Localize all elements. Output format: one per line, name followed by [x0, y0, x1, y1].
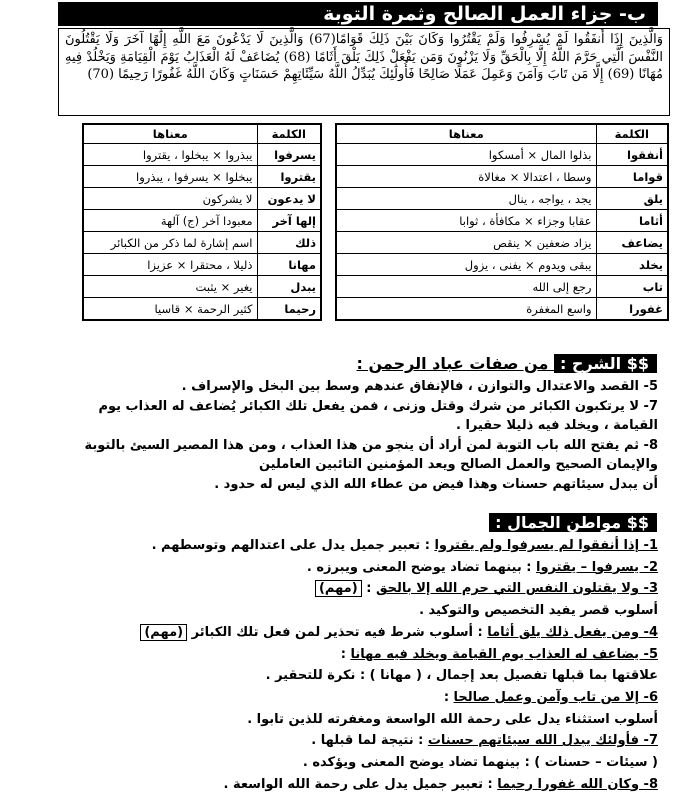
point-comment: : تعبير جميل يدل على اعتدالهم وتوسطهم .	[151, 538, 435, 553]
explanation-subtitle: من صفات عباد الرحمن :	[356, 354, 554, 373]
point-comment: :	[443, 689, 454, 705]
beauty-line	[22, 774, 658, 796]
vocabulary-table-left	[82, 123, 322, 321]
table-row	[83, 210, 321, 232]
table-row	[336, 298, 668, 321]
explanation-line: 7- لا يرتكبون الكبائر من شرك وقتل وزنى ، فمن يفعل تلك الكبائر يُضاعف له العذاب يوم	[98, 398, 658, 414]
vocab-meaning: وسطا ، اعتدالا × مغالاة	[336, 166, 596, 188]
explanation-line: والإيمان الصحيح والعمل الصالح ويعد المؤمنين التائبين العاملين	[258, 457, 658, 472]
explanation-tag: $$ الشرح :	[554, 354, 657, 373]
verse-line: وَالَّذِينَ إِذَا أَنفَقُوا لَمْ يُسْرِفُوا وَلَمْ يَقْتُرُوا وَكَانَ بَيْنَ ذَلِكَ قَوَامًا(67) وَالَّذِينَ لَا يَدْعُونَ مَعَ اللَّهِ إِلَٰهًا آخَرَ	[124, 32, 664, 47]
beauty-line	[22, 665, 658, 687]
table-row	[83, 254, 321, 276]
beauty-line	[22, 557, 658, 579]
vocab-meaning: لا يشركون	[83, 188, 257, 210]
table-row	[83, 276, 321, 298]
vocab-word: غفورا	[596, 298, 668, 321]
vocab-meaning: واسع المغفرة	[336, 298, 596, 321]
point-phrase: 4- ومن يفعل ذلك يلق أثاما	[487, 624, 658, 640]
vocab-word: يضاعف	[596, 232, 668, 254]
vocab-word: رحيما	[257, 298, 321, 321]
vocab-word: يخلد	[596, 254, 668, 276]
vocab-word: تاب	[596, 276, 668, 298]
vocab-word: ذلك	[257, 232, 321, 254]
beauty-heading	[489, 513, 657, 533]
vocab-word: يبدل	[257, 276, 321, 298]
beauty-points	[22, 535, 658, 795]
vocab-meaning: ذليلا ، محتقرا × عزيزا	[83, 254, 257, 276]
header-word: الكلمة	[257, 124, 321, 144]
explanation-line: 8- ثم يفتح الله باب التوبة لمن أراد أن ينجو من هذا العذاب ، ومن هذا المصير السيئ بالتوبة	[84, 437, 658, 453]
beauty-line	[22, 687, 658, 709]
beauty-line	[22, 578, 658, 600]
table-row	[336, 166, 668, 188]
point-phrase: 8- وكان الله غفورا رحيما	[497, 776, 658, 792]
table-row	[83, 232, 321, 254]
vocab-word: يسرفوا	[257, 144, 321, 166]
vocab-word: مهانا	[257, 254, 321, 276]
vocab-word: أثاما	[596, 210, 668, 232]
verse-line: وَلَا يَقْتُلُونَ النَّفْسَ الَّتِي حَرَّمَ اللَّهُ إِلَّا بِالْحَقِّ وَلَا يَزْنُونَ وَمَن يَفْعَلْ ذَلِكَ يَلْقَ أَثَامًا (68) يُضَاعَفْ لَهُ	[65, 32, 663, 65]
verse-line: سَيِّئَاتِهِمْ حَسَنَاتٍ وَكَانَ اللَّهُ غَفُورًا رَحِيمًا (70)	[87, 67, 325, 82]
vocab-meaning: معبودا آخر (ج) آلهة	[83, 210, 257, 232]
vocab-meaning: عقابا وجزاء × مكافأة ، ثوابا	[336, 210, 596, 232]
vocab-word: يلق	[596, 188, 668, 210]
explanation-line: 5- القصد والاعتدال والتوازن ، فالإنفاق عندهم وسط بين البخل والإسراف .	[181, 379, 658, 394]
table-header-row	[83, 124, 321, 144]
point-comment: : بينهما تضاد يوضح المعنى ويبرزه .	[306, 559, 536, 575]
point-comment: : أسلوب شرط فيه تحذير لمن فعل تلك الكبائر	[191, 624, 488, 640]
beauty-line	[22, 622, 658, 644]
point-phrase: 5- يضاعف له العذاب يوم القيامة ويخلد فيه مهانا	[350, 646, 658, 662]
header-meaning: معناها	[83, 124, 257, 144]
point-phrase: 2- يسرفوا – يقتروا	[535, 559, 658, 575]
point-phrase: 6- إلا من تاب وآمن وعمل صالحا	[453, 689, 658, 705]
vocab-word: لا يدعون	[257, 188, 321, 210]
point-comment: ( سيئات – حسنات ) : بينهما تضاد يوضح المعنى ويؤكده .	[302, 755, 658, 771]
beauty-line	[22, 730, 658, 752]
table-row	[336, 232, 668, 254]
vocab-meaning: كثير الرحمة × قاسيا	[83, 298, 257, 321]
vocab-meaning: اسم إشارة لما ذكر من الكبائر	[83, 232, 257, 254]
explanation-heading	[357, 354, 657, 374]
vocab-meaning: يغير × يثبت	[83, 276, 257, 298]
beauty-line	[22, 709, 658, 731]
beauty-line	[22, 535, 658, 557]
table-row	[336, 144, 668, 166]
beauty-line	[22, 752, 658, 774]
vocab-word: أنفقوا	[596, 144, 668, 166]
vocab-meaning: يبخلوا × يسرفوا ، يبذروا	[83, 166, 257, 188]
explanation-line: القيامة ، ويخلد فيه ذليلا حقيرا .	[455, 418, 658, 433]
table-row	[336, 254, 668, 276]
vocab-meaning: بذلوا المال × أمسكوا	[336, 144, 596, 166]
vocab-word: يقتروا	[257, 166, 321, 188]
table-header-row	[336, 124, 668, 144]
table-row	[336, 276, 668, 298]
beauty-tag: $$ مواطن الجمال :	[489, 513, 657, 532]
table-row	[83, 144, 321, 166]
point-comment: : نتيجة لما قبلها .	[311, 733, 428, 749]
header-meaning: معناها	[336, 124, 596, 144]
table-row	[83, 188, 321, 210]
section-title: ب- جزاء العمل الصالح وثمرة التوبة	[58, 2, 658, 26]
vocab-meaning: رجع إلى الله	[336, 276, 596, 298]
vocab-meaning: يبقى ويدوم × يفنى ، يزول	[336, 254, 596, 276]
header-word: الكلمة	[596, 124, 668, 144]
point-comment: : تعبير جميل يدل على رحمة الله الواسعة .	[223, 776, 498, 792]
verse-line: الْعَذَابُ يَوْمَ الْقِيَامَةِ وَيَخْلُدْ فِيهِ مُهَانًا (69) إِلَّا مَن تَابَ وَآمَنَ وَعَمِلَ عَمَلًا صَالِحًا فَأُولَٰئِكَ يُبَدِّلُ اللَّهُ	[65, 49, 663, 82]
vocab-meaning: يزاد ضعفين × ينقص	[336, 232, 596, 254]
table-row	[83, 298, 321, 321]
point-comment: أسلوب قصر يفيد التخصيص والتوكيد .	[419, 603, 658, 619]
point-phrase: 7- فأولئك يبدل الله سيئاتهم حسنات	[427, 733, 658, 749]
quran-verses-box	[58, 28, 670, 116]
table-row	[336, 210, 668, 232]
vocab-word: إلها آخر	[257, 210, 321, 232]
point-comment: أسلوب استثناء يدل على رحمة الله الواسعة ومغفرته للذين تابوا .	[247, 711, 658, 727]
table-row	[83, 166, 321, 188]
beauty-line	[22, 600, 658, 622]
point-comment: علاقتها بما قبلها تفصيل بعد إجمال ، ( مهانا ) : نكرة للتحقير .	[265, 668, 658, 684]
explanation-line: أن يبدل سيئاتهم حسنات وهذا فيض من عطاء الله الذي ليس له حدود .	[214, 476, 658, 492]
table-row	[336, 188, 668, 210]
important-badge: (مهم)	[315, 580, 362, 597]
point-phrase: 3- ولا يقتلون النفس التي حرم الله إلا بالحق	[375, 581, 658, 597]
beauty-line	[22, 644, 658, 666]
vocab-meaning: يبذروا × يبخلوا ، يقتروا	[83, 144, 257, 166]
important-badge: (مهم)	[140, 624, 187, 641]
point-comment: :	[340, 646, 351, 662]
point-comment: :	[366, 581, 376, 597]
vocabulary-table-right	[335, 123, 669, 321]
vocab-word: قواما	[596, 166, 668, 188]
explanation-body	[30, 377, 658, 494]
point-phrase: 1- إذا أنفقوا لم يسرفوا ولم يقتروا	[434, 538, 658, 553]
vocab-meaning: يجد ، يواجه ، ينال	[336, 188, 596, 210]
